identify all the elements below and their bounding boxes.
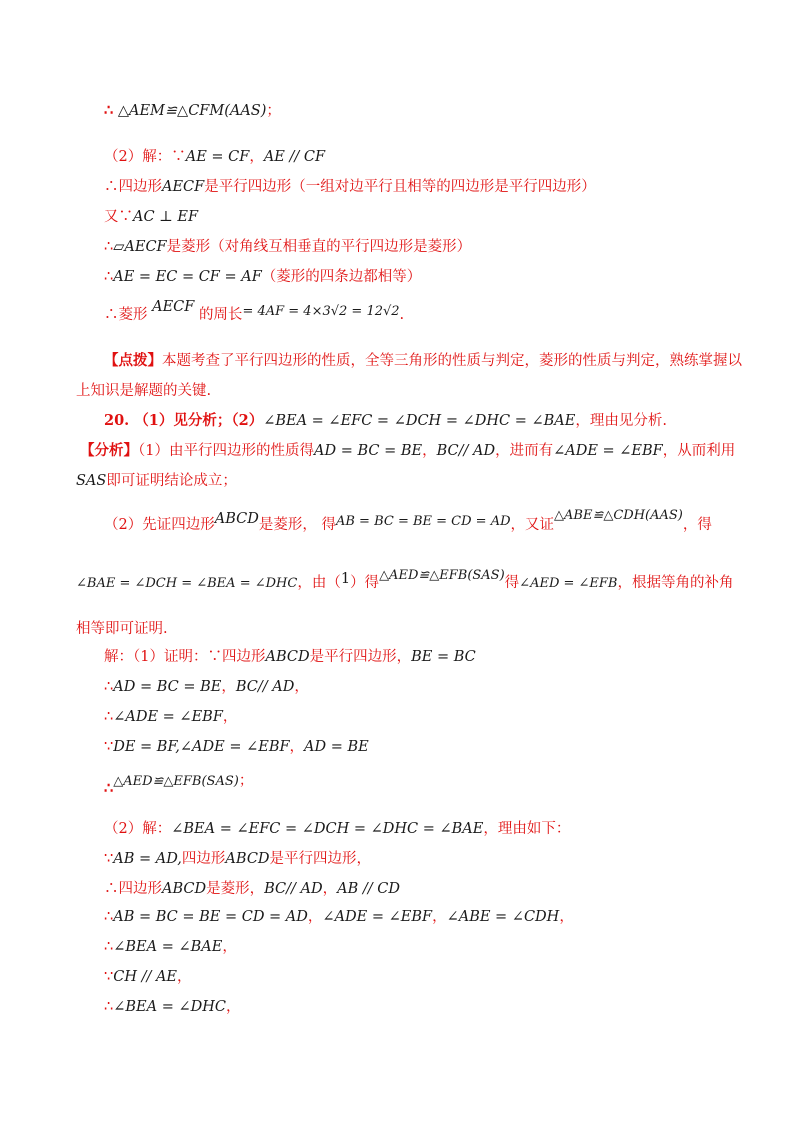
text-run: ∴ <box>104 269 114 285</box>
text-run: ，从而利用 <box>662 443 736 459</box>
math-expr: AD = BE <box>304 739 369 755</box>
punct: ， <box>221 679 236 695</box>
line-rhombus-abcd <box>104 878 400 900</box>
math-expr: SAS <box>76 473 107 489</box>
math-expr: ∠BEA = ∠BAE <box>113 939 223 955</box>
therefore-symbol: ∴ <box>104 780 114 797</box>
punct: ， <box>422 443 437 459</box>
punct: ， <box>225 999 241 1015</box>
line-analysis-1-cont <box>76 470 237 492</box>
math-expr: ∠AED = ∠EFB <box>519 576 618 591</box>
math-expr: ∠BEA = ∠EFC = ∠DCH = ∠DHC = ∠BAE <box>263 413 576 429</box>
punct: ， <box>307 909 323 925</box>
math-expr: AB = AD, <box>113 851 182 867</box>
punct: ， <box>559 909 574 925</box>
punct: ， <box>322 881 338 897</box>
text-run: 的周长 <box>198 307 243 323</box>
math-expr: AB // CD <box>337 881 400 897</box>
math-expr: ∠BEA = ∠DHC <box>113 999 226 1015</box>
text-run: 又∵ <box>104 209 133 225</box>
text-run: ∴ <box>104 999 114 1015</box>
math-expr: AE = CF <box>185 149 250 165</box>
punct: ， <box>432 909 447 925</box>
line-congruence-aed-efb <box>104 770 254 797</box>
math-expr: AECF <box>162 179 205 195</box>
line-analysis-2-end <box>76 618 168 640</box>
math-expr: ∠BEA = ∠EFC = ∠DCH = ∠DHC = ∠BAE <box>171 821 484 837</box>
math-expr: BE = BC <box>411 649 476 665</box>
line-remark <box>104 350 742 372</box>
text-run: 20. （1）见分析；（2） <box>104 412 264 429</box>
math-expr: DE = BF, <box>113 739 180 755</box>
punct: ， <box>289 739 305 755</box>
text-run: ∴ <box>104 939 114 955</box>
text-run: ∵ <box>104 851 114 867</box>
line-solution-1 <box>104 646 476 668</box>
text-run: ∴ <box>104 709 114 725</box>
math-expr: 1 <box>340 571 351 587</box>
line-rhombus-aecf <box>104 236 471 258</box>
text-run: ∴ <box>104 679 114 695</box>
line-part2-given <box>104 146 325 168</box>
math-expr: ABCD <box>162 881 207 897</box>
line-remark-cont <box>76 380 211 402</box>
math-expr: AB = BC = BE = CD = AD <box>113 909 308 925</box>
math-expr: ABCD <box>225 851 270 867</box>
text-run: ，由（ <box>297 575 341 591</box>
text-run: ，理由见分析. <box>575 413 667 429</box>
line-angle-bea-bae <box>104 936 237 958</box>
text-run: 是菱形， 得 <box>258 517 336 533</box>
text-run: （2）解： <box>104 821 172 837</box>
math-expr: △AED≌△EFB(SAS) <box>113 774 239 789</box>
line-equal-sides <box>104 266 421 288</box>
math-expr: △AED≌△EFB(SAS) <box>379 568 505 583</box>
math-expr: AC ⊥ EF <box>133 209 199 225</box>
math-expr: ABCD <box>214 511 259 527</box>
line-ch-parallel-ae <box>104 966 192 988</box>
text-run: ，理由如下： <box>483 821 571 837</box>
remark-tag: 【点拨】 <box>104 352 162 369</box>
math-expr: BC// AD <box>235 679 295 695</box>
line-congruence-aem-cfm <box>104 100 281 122</box>
text-run: （菱形的四条边都相等） <box>261 269 422 285</box>
math-expr: AD = BC = BE <box>113 679 222 695</box>
line-q20-answer <box>104 410 667 432</box>
punct: ， <box>294 679 309 695</box>
math-expr: ∠ABE = ∠CDH <box>446 909 560 925</box>
text-run: ∴ <box>104 909 114 925</box>
punct: ， <box>177 969 192 985</box>
math-expr: CH // AE <box>113 969 178 985</box>
text-run: 是菱形（对角线互相垂直的平行四边形是菱形） <box>166 239 472 255</box>
text-run: 上知识是解题的关键. <box>76 383 212 399</box>
text-run: ）得 <box>350 575 380 591</box>
text-run: 本题考查了平行四边形的性质，全等三角形的性质与判定，菱形的性质与判定，熟练掌握以 <box>162 353 742 369</box>
math-expr: AE // CF <box>263 149 326 165</box>
math-expr: ∠ADE = ∠EBF <box>322 909 433 925</box>
text-run: 四边形 <box>181 851 226 867</box>
math-expr: BC// AD <box>436 443 496 459</box>
text-run: ∴菱形 <box>104 307 148 323</box>
math-expr: ∠ADE = ∠EBF <box>553 443 663 459</box>
text-run: （2）先证四边形 <box>104 517 215 533</box>
text-run: （1）由平行四边形的性质得 <box>138 443 314 459</box>
line-ac-perp-ef <box>104 206 198 228</box>
line-equalities <box>104 906 574 928</box>
text-run: 是平行四边形（一组对边平行且相等的四边形是平行四边形） <box>204 179 596 195</box>
text-run: ，进而有 <box>495 443 554 459</box>
math-expr: ∠BAE = ∠DCH = ∠BEA = ∠DHC <box>76 576 298 591</box>
math-expr: AB = BC = BE = CD = AD <box>335 514 511 529</box>
line-angle-ade-ebf <box>104 706 237 728</box>
line-equal-segments <box>104 676 309 698</box>
punct: ， <box>222 939 237 955</box>
analysis-tag: 【分析】 <box>80 442 138 459</box>
math-expr: AE = EC = CF = AF <box>113 269 262 285</box>
math-expr: ▱AECF <box>113 239 167 255</box>
text-run: ∵ <box>104 739 114 755</box>
line-ab-eq-ad <box>104 848 371 870</box>
math-expr: ∠ADE = ∠EBF <box>179 739 290 755</box>
text-run: 是菱形， <box>206 881 265 897</box>
punct: . <box>399 307 405 323</box>
line-sas-conditions <box>104 736 369 758</box>
text-run: 解：（1）证明：∵四边形 <box>104 649 266 665</box>
text-run: ∴四边形 <box>104 179 162 195</box>
line-analysis-2 <box>104 508 712 537</box>
text-run: 是平行四边形， <box>309 649 412 665</box>
text-run: ，得 <box>682 517 712 533</box>
math-expr: BC// AD <box>264 881 323 897</box>
punct: ， <box>222 709 238 725</box>
math-expr: AD = BC = BE <box>313 443 423 459</box>
punct: ； <box>238 773 254 789</box>
text-run: ∴ <box>104 239 114 255</box>
punct: ， <box>249 149 264 165</box>
text-run: ∵ <box>104 969 114 985</box>
text-run: ，根据等角的补角 <box>617 575 734 591</box>
line-analysis-2-cont <box>76 568 734 595</box>
math-expr: △ABE≌△CDH(AAS) <box>554 508 683 523</box>
punct: ； <box>266 103 281 119</box>
line-angle-bea-dhc <box>104 996 240 1018</box>
math-expr: = 4AF = 4×3√2 = 12√2 <box>242 304 400 319</box>
line-solution-2 <box>104 818 570 840</box>
math-expr: △AEM≌△CFM(AAS) <box>117 103 267 119</box>
therefore-symbol: ∴ <box>104 102 114 119</box>
text-run: 相等即可证明. <box>76 621 168 637</box>
text-run: 即可证明结论成立； <box>106 473 237 489</box>
text-run: 是平行四边形， <box>269 851 372 867</box>
text-run: （2）解：∵ <box>104 149 186 165</box>
text-run: 得 <box>504 575 520 591</box>
line-perimeter <box>104 299 405 327</box>
math-expr: ABCD <box>265 649 310 665</box>
text-run: ，又证 <box>510 517 555 533</box>
math-expr: ∠ADE = ∠EBF <box>113 709 223 725</box>
line-analysis-1 <box>80 440 735 462</box>
math-expr: AECF <box>152 299 195 315</box>
line-parallelogram-aecf <box>104 176 596 198</box>
text-run: ∴四边形 <box>104 881 162 897</box>
